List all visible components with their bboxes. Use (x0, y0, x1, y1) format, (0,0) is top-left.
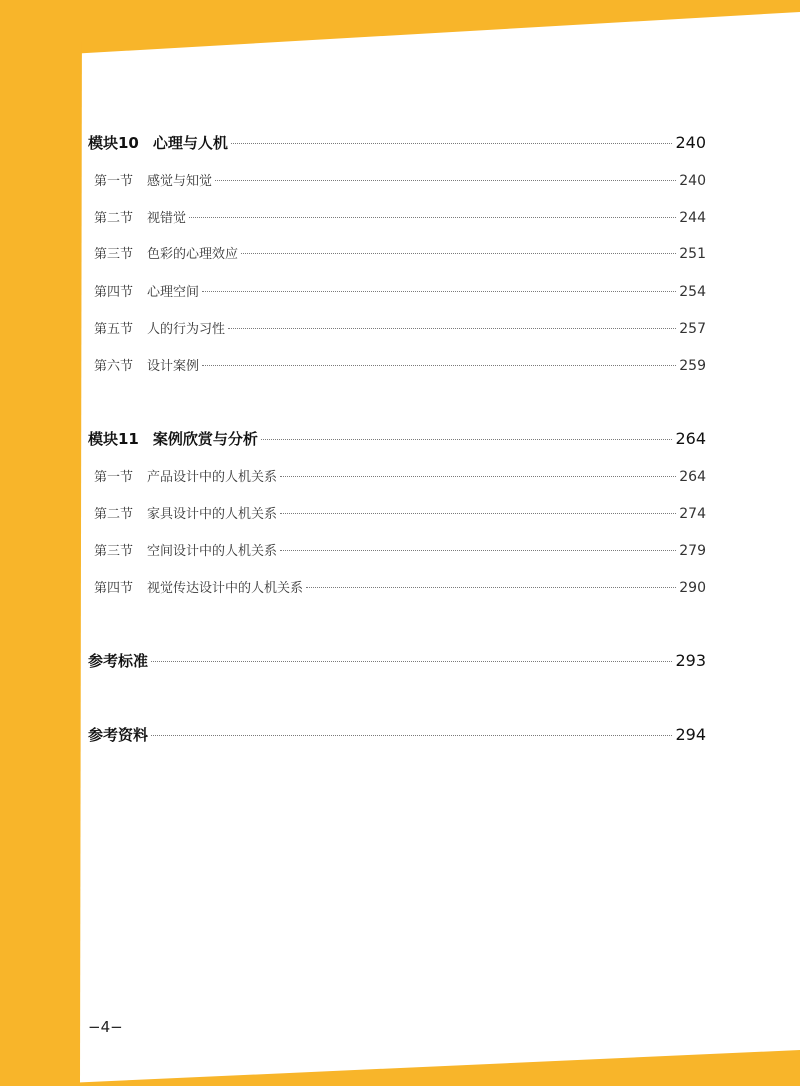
page-ref: 293 (675, 651, 706, 670)
page-ref: 274 (679, 506, 706, 522)
dot-leader (280, 476, 676, 477)
section-number: 第一节 (94, 174, 134, 189)
frame-bottom-band (0, 1050, 800, 1086)
page-ref: 244 (679, 210, 706, 226)
dot-leader (306, 587, 676, 588)
toc-section[interactable] (94, 577, 706, 596)
dot-leader (228, 328, 676, 329)
section-number: 第三节 (94, 247, 134, 262)
dot-leader (261, 439, 673, 440)
page-ref: 259 (679, 358, 706, 374)
toc-section[interactable] (94, 207, 706, 226)
module-number: 模块10 (88, 134, 139, 152)
toc-section[interactable] (94, 243, 706, 262)
section-number: 第六节 (94, 359, 134, 374)
section-number: 第二节 (94, 211, 134, 226)
dot-leader (241, 253, 676, 254)
page-ref: 254 (679, 284, 706, 300)
section-number: 第三节 (94, 544, 134, 559)
page-number: −4− (88, 1018, 123, 1036)
module-number: 模块11 (88, 430, 139, 448)
frame-top-band (0, 0, 800, 58)
page-ref: 240 (675, 133, 706, 152)
section-title: 空间设计中的人机关系 (147, 544, 278, 559)
dot-leader (151, 661, 672, 662)
page-ref: 264 (675, 429, 706, 448)
section-title: 感觉与知觉 (147, 174, 213, 189)
section-title: 设计案例 (147, 359, 200, 374)
section-number: 第二节 (94, 507, 134, 522)
section-number: 第四节 (94, 285, 134, 300)
page-ref: 279 (679, 543, 706, 559)
section-title: 产品设计中的人机关系 (147, 470, 278, 485)
module-title: 心理与人机 (152, 134, 228, 152)
section-number: 第五节 (94, 322, 134, 337)
section-title: 色彩的心理效应 (147, 247, 239, 262)
section-number: 第四节 (94, 581, 134, 596)
page-ref: 240 (679, 173, 706, 189)
entry-title: 参考资料 (88, 726, 149, 744)
toc-section[interactable] (94, 281, 706, 300)
module-title: 案例欣赏与分析 (152, 430, 258, 448)
section-title: 人的行为习性 (147, 322, 226, 337)
page-ref: 264 (679, 469, 706, 485)
page-ref: 294 (675, 725, 706, 744)
section-title: 视错觉 (147, 211, 187, 226)
toc-section[interactable] (94, 540, 706, 559)
section-number: 第一节 (94, 470, 134, 485)
dot-leader (151, 735, 672, 736)
toc-references-materials[interactable] (88, 724, 706, 745)
dot-leader (280, 513, 676, 514)
toc-section[interactable] (94, 466, 706, 485)
toc-module-11[interactable] (88, 428, 706, 449)
page-ref: 290 (679, 580, 706, 596)
toc-references-standards[interactable] (88, 650, 706, 671)
dot-leader (202, 291, 676, 292)
page-ref: 257 (679, 321, 706, 337)
dot-leader (189, 217, 676, 218)
dot-leader (231, 143, 673, 144)
entry-title: 参考标准 (88, 652, 149, 670)
toc-section[interactable] (94, 318, 706, 337)
toc-section[interactable] (94, 170, 706, 189)
toc-section[interactable] (94, 355, 706, 374)
dot-leader (280, 550, 676, 551)
toc-module-10[interactable] (88, 132, 706, 153)
section-title: 家具设计中的人机关系 (147, 507, 278, 522)
section-title: 视觉传达设计中的人机关系 (147, 581, 304, 596)
frame-left-band (0, 0, 82, 1086)
dot-leader (215, 180, 676, 181)
page-ref: 251 (679, 246, 706, 262)
dot-leader (202, 365, 676, 366)
toc-section[interactable] (94, 503, 706, 522)
section-title: 心理空间 (147, 285, 200, 300)
